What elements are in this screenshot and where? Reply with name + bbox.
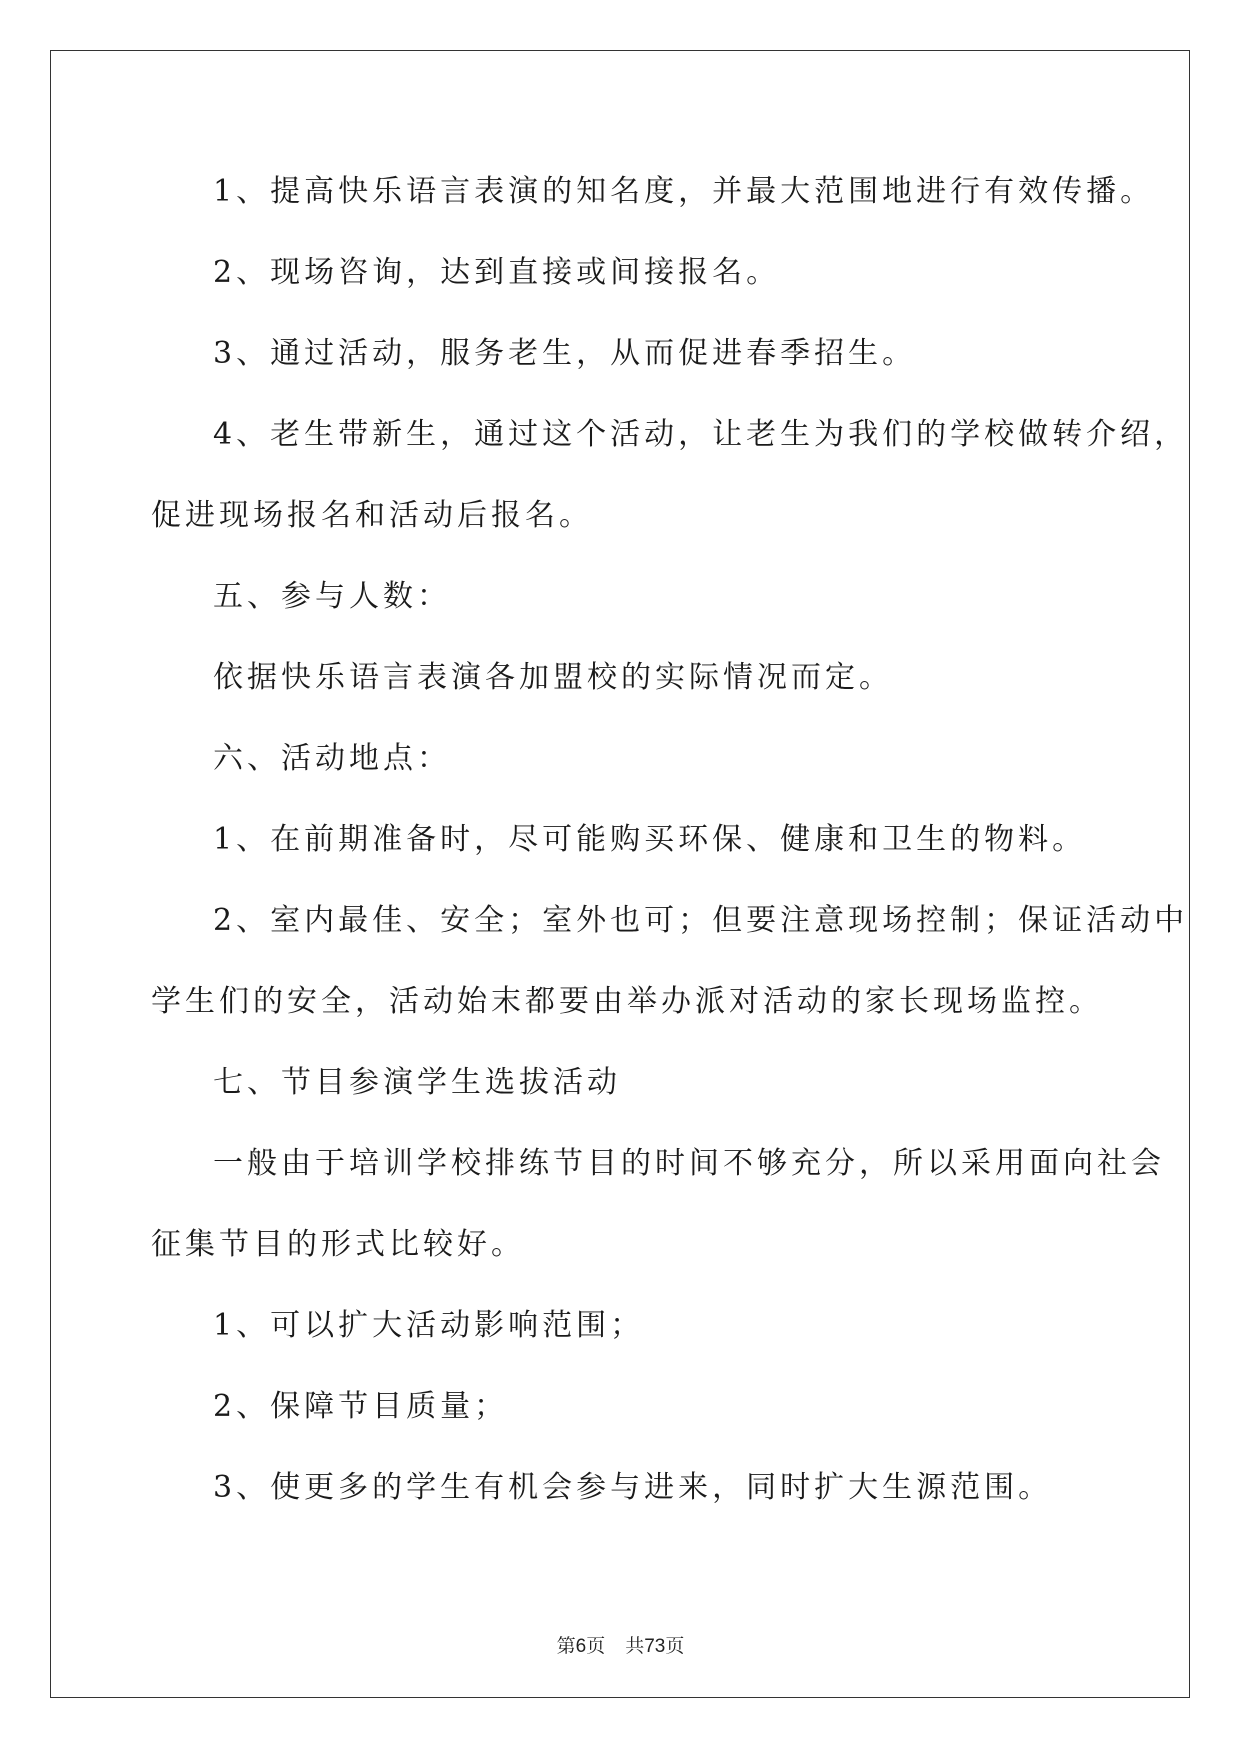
paragraph-line: 2、室内最佳、安全；室外也可；但要注意现场控制；保证活动中 <box>213 903 1189 938</box>
page-number: 6 <box>575 1636 587 1657</box>
total-prefix: 共 <box>625 1635 645 1657</box>
paragraph-line: 1、在前期准备时，尽可能购买环保、健康和卫生的物料。 <box>213 822 1087 857</box>
paragraph-line: 3、通过活动，服务老生，从而促进春季招生。 <box>213 336 917 371</box>
paragraph-line: 促进现场报名和活动后报名。 <box>151 498 593 533</box>
total-suffix: 页 <box>665 1635 685 1657</box>
page-total: 73 <box>644 1636 666 1657</box>
paragraph-line: 依据快乐语言表演各加盟校的实际情况而定。 <box>213 660 893 695</box>
paragraph-line: 征集节目的形式比较好。 <box>151 1227 525 1262</box>
page-border <box>50 50 1190 1698</box>
page-suffix: 页 <box>586 1635 606 1657</box>
section-heading: 七、节目参演学生选拔活动 <box>213 1065 621 1100</box>
paragraph-line: 1、可以扩大活动影响范围； <box>213 1308 645 1343</box>
page-footer <box>0 1634 1241 1659</box>
section-heading: 五、参与人数： <box>213 579 451 614</box>
page-prefix: 第 <box>556 1635 576 1657</box>
paragraph-line: 学生们的安全，活动始末都要由举办派对活动的家长现场监控。 <box>151 984 1103 1019</box>
paragraph-line: 2、保障节目质量； <box>213 1389 509 1424</box>
section-heading: 六、活动地点： <box>213 741 451 776</box>
paragraph-line: 2、现场咨询，达到直接或间接报名。 <box>213 255 781 290</box>
paragraph-line: 1、提高快乐语言表演的知名度，并最大范围地进行有效传播。 <box>213 174 1155 209</box>
paragraph-line: 一般由于培训学校排练节目的时间不够充分，所以采用面向社会 <box>213 1146 1165 1181</box>
paragraph-line: 3、使更多的学生有机会参与进来，同时扩大生源范围。 <box>213 1470 1053 1505</box>
paragraph-line: 4、老生带新生，通过这个活动，让老生为我们的学校做转介绍， <box>213 417 1189 452</box>
